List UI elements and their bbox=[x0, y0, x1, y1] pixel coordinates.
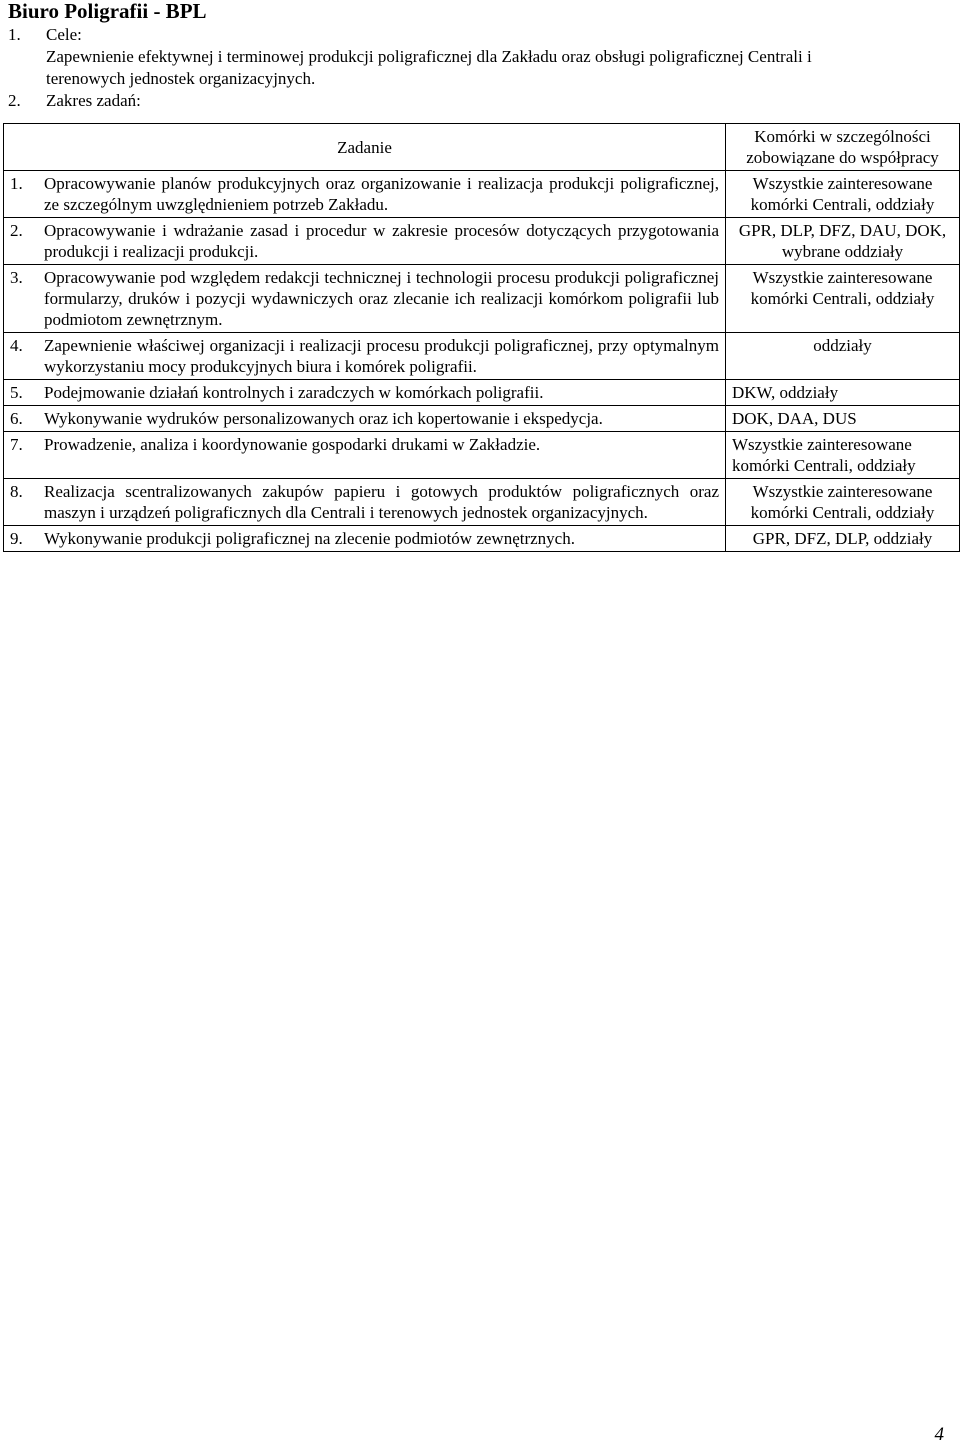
units-cell: Wszystkie zainteresowane komórki Centrali, oddziały bbox=[726, 265, 960, 333]
task-cell bbox=[4, 406, 726, 432]
table-row bbox=[4, 265, 960, 333]
task-cell bbox=[4, 333, 726, 380]
task-number: 7. bbox=[10, 435, 23, 454]
intro-section bbox=[8, 24, 953, 112]
task-cell bbox=[4, 380, 726, 406]
task-text: Opracowywanie planów produkcyjnych oraz organizowanie i realizacja produkcji poligraficznej, ze szczególnym uwzględnieniem potrzeb Zakładu. bbox=[44, 174, 719, 214]
task-number: 1. bbox=[10, 174, 23, 193]
units-cell: GPR, DFZ, DLP, oddziały bbox=[726, 526, 960, 552]
table-row bbox=[4, 479, 960, 526]
header-task: Zadanie bbox=[4, 124, 726, 171]
task-text: Realizacja scentralizowanych zakupów papieru i gotowych produktów poligraficznych oraz maszyn i urządzeń poligraficznych dla Centrali i terenowych jednostek organizacyjnych. bbox=[44, 482, 719, 522]
units-cell: DKW, oddziały bbox=[726, 380, 960, 406]
task-cell bbox=[4, 171, 726, 218]
goals-text-line: Zapewnienie efektywnej i terminowej produkcji poligraficznej dla Zakładu oraz obsługi poligraficznej Centrali i bbox=[46, 47, 812, 66]
tasks-table bbox=[3, 123, 960, 552]
table-header-row bbox=[4, 124, 960, 171]
intro-item-scope bbox=[8, 90, 953, 112]
table-row bbox=[4, 380, 960, 406]
units-cell: DOK, DAA, DUS bbox=[726, 406, 960, 432]
units-cell: Wszystkie zainteresowane komórki Centrali, oddziały bbox=[726, 171, 960, 218]
table-row bbox=[4, 218, 960, 265]
task-text: Opracowywanie pod względem redakcji technicznej i technologii procesu produkcji poligraficznej formularzy, druków i pozycji wydawniczych oraz zlecanie ich realizacji komórkom poligrafii lub podmiotom zewnętrznym. bbox=[44, 268, 719, 329]
task-number: 9. bbox=[10, 529, 23, 548]
table-row bbox=[4, 171, 960, 218]
task-text: Prowadzenie, analiza i koordynowanie gospodarki drukami w Zakładzie. bbox=[44, 435, 541, 454]
task-text: Podejmowanie działań kontrolnych i zaradczych w komórkach poligrafii. bbox=[44, 383, 544, 402]
table-row bbox=[4, 333, 960, 380]
task-cell bbox=[4, 432, 726, 479]
task-number: 6. bbox=[10, 409, 23, 428]
units-cell: oddziały bbox=[726, 333, 960, 380]
table-row bbox=[4, 406, 960, 432]
task-text: Zapewnienie właściwej organizacji i realizacji procesu produkcji poligraficznej, przy optymalnym wykorzystaniu mocy produkcyjnych biura i komórek poligrafii. bbox=[44, 336, 719, 376]
units-cell: Wszystkie zainteresowane komórki Centrali, oddziały bbox=[726, 479, 960, 526]
page-title: Biuro Poligrafii - BPL bbox=[8, 0, 207, 23]
intro-item-number: 2. bbox=[8, 91, 21, 110]
task-text: Opracowywanie i wdrażanie zasad i procedur w zakresie procesów dotyczących przygotowania produkcji i realizacji produkcji. bbox=[44, 221, 719, 261]
table-row bbox=[4, 432, 960, 479]
task-number: 4. bbox=[10, 336, 23, 355]
task-cell bbox=[4, 265, 726, 333]
intro-item-label: Cele: bbox=[46, 25, 82, 44]
goals-text-line: terenowych jednostek organizacyjnych. bbox=[46, 69, 316, 88]
page-number: 4 bbox=[934, 1424, 944, 1445]
units-cell: GPR, DLP, DFZ, DAU, DOK, wybrane oddziały bbox=[726, 218, 960, 265]
task-cell bbox=[4, 479, 726, 526]
intro-item-goals bbox=[8, 24, 953, 46]
task-cell bbox=[4, 526, 726, 552]
table-row bbox=[4, 526, 960, 552]
task-cell bbox=[4, 218, 726, 265]
task-number: 2. bbox=[10, 221, 23, 240]
task-number: 5. bbox=[10, 383, 23, 402]
task-number: 8. bbox=[10, 482, 23, 501]
task-number: 3. bbox=[10, 268, 23, 287]
header-units: Komórki w szczególności zobowiązane do współpracy bbox=[726, 124, 960, 171]
intro-item-label: Zakres zadań: bbox=[46, 91, 141, 110]
task-text: Wykonywanie wydruków personalizowanych oraz ich kopertowanie i ekspedycja. bbox=[44, 409, 603, 428]
units-cell: Wszystkie zainteresowane komórki Centrali, oddziały bbox=[726, 432, 960, 479]
task-text: Wykonywanie produkcji poligraficznej na zlecenie podmiotów zewnętrznych. bbox=[44, 529, 575, 548]
intro-item-number: 1. bbox=[8, 25, 21, 44]
